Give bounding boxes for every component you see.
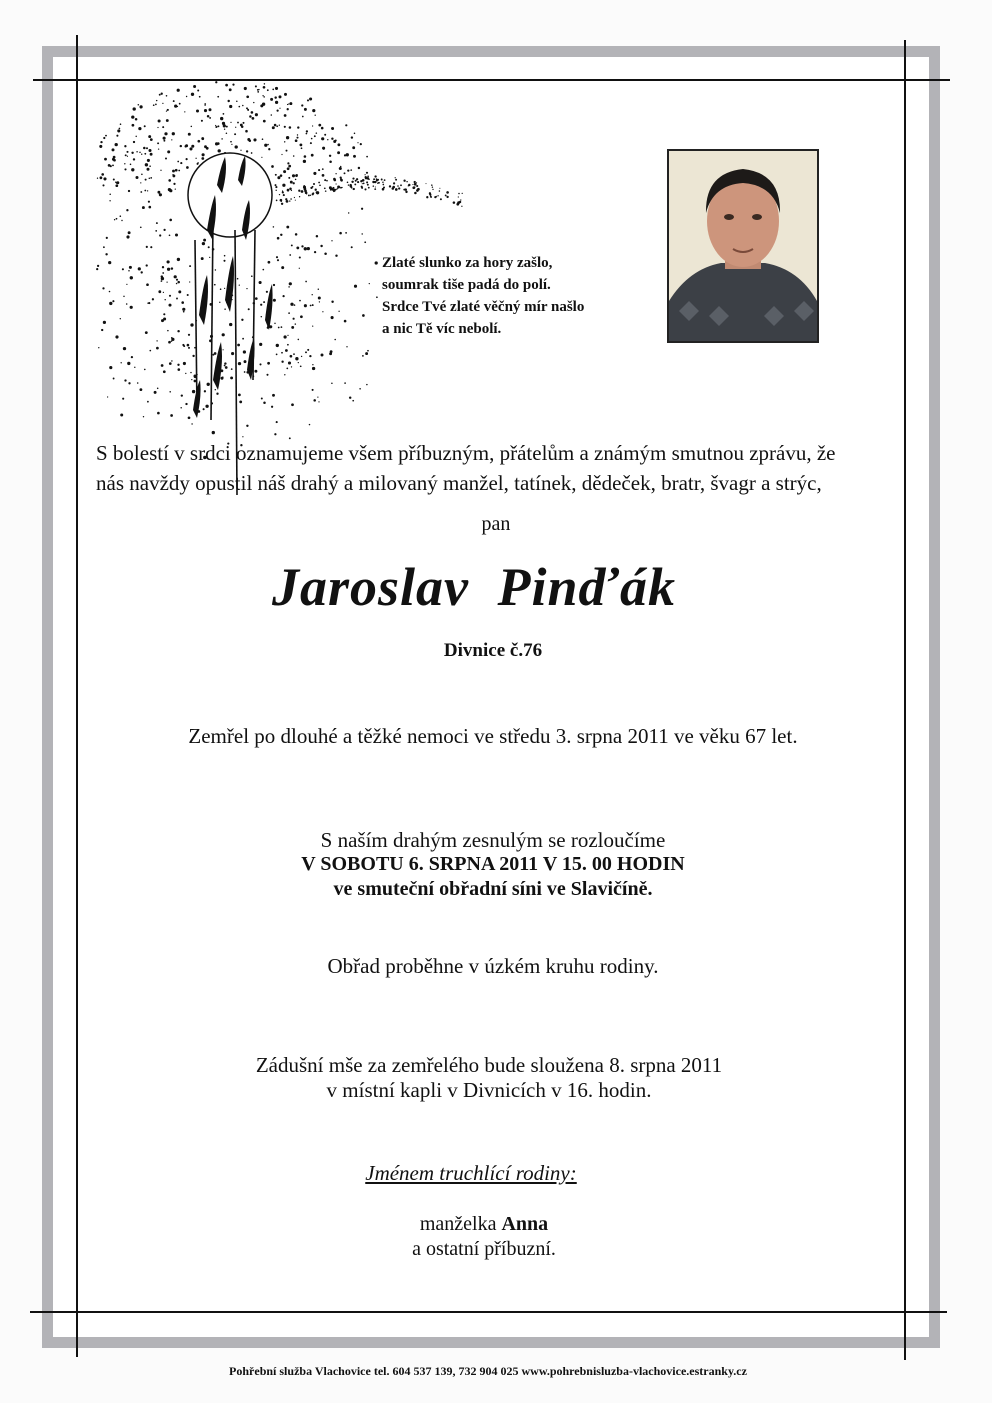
wife-name: Anna: [501, 1213, 549, 1235]
signer-others: a ostatní příbuzní.: [412, 1238, 556, 1260]
poem-line: a nic Tě víc nebolí.: [382, 321, 502, 337]
poem-line: Srdce Tvé zlaté věčný mír našlo: [382, 299, 585, 315]
mass-line: v místní kapli v Divnicích v 16. hodin.: [326, 1078, 652, 1102]
deceased-address: Divnice č.76: [443, 640, 543, 661]
left-rule: [76, 35, 78, 1357]
mass-line: Zádušní mše za zemřelého bude sloužena 8. srpna 2011: [255, 1053, 723, 1077]
signer-wife: [0, 1213, 980, 1236]
memorial-poem: [382, 252, 662, 340]
ceremony-note: Obřad proběhne v úzkém kruhu rodiny.: [327, 954, 659, 978]
deceased-name: Jaroslav Pinďák: [272, 557, 676, 617]
announcement-text: [96, 438, 896, 498]
wife-prefix: manželka: [419, 1213, 502, 1235]
poem-line: Zlaté slunko za hory zašlo,: [382, 255, 553, 271]
announcement-line: S bolestí v srdci oznamujeme všem příbuzným, přátelům a známým smutnou zprávu, že: [96, 441, 836, 465]
family-heading: Jménem truchlící rodiny:: [365, 1161, 577, 1185]
salutation: pan: [481, 513, 511, 535]
bottom-rule: [30, 1311, 947, 1313]
funeral-service-footer: Pohřební služba Vlachovice tel. 604 537 139, 732 904 025 www.pohrebnisluzba-vlachovice.estranky.cz: [229, 1364, 747, 1378]
farewell-intro: S naším drahým zesnulým se rozloučíme: [320, 828, 666, 852]
poem-line: soumrak tiše padá do polí.: [382, 277, 551, 293]
farewell-date: V SOBOTU 6. SRPNA 2011 V 15. 00 HODIN: [301, 853, 685, 875]
portrait-photo: [667, 149, 819, 343]
announcement-line: nás navždy opustil náš drahý a milovaný manžel, tatínek, dědeček, bratr, švagr a strýc,: [96, 471, 822, 495]
farewell-place: ve smuteční obřadní síni ve Slavičíně.: [333, 878, 653, 900]
death-notice: Zemřel po dlouhé a těžké nemoci ve středu 3. srpna 2011 ve věku 67 let.: [188, 724, 798, 748]
